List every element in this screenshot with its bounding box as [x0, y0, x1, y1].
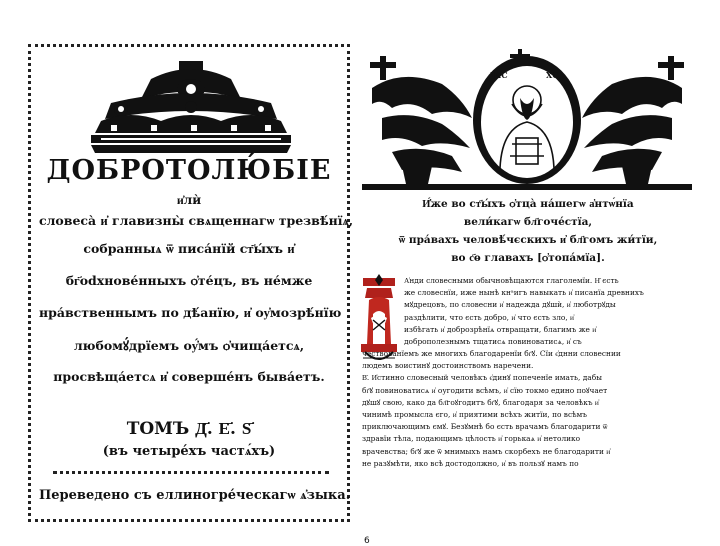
icon-label-left: ІИС: [490, 70, 508, 80]
title-page: [28, 44, 354, 522]
title-conjunction: и҆лѝ: [176, 193, 202, 207]
body-line: здравїи тѣла, подающимъ цѣлость и҆ горькаѧ и҆ нетолико: [362, 434, 581, 444]
body-line: не разꙋмѣти, яко всѣ достодолжно, и҆ въ пользꙋ намъ по: [362, 458, 579, 468]
subtitle-line: собранныѧ ѿ писа́нїй ст҃ы́хъ и҆: [83, 241, 295, 256]
subtitle-line: словеса̀ и҆ главизны̀ свѧщеннагѡ трезвѣ́нїѧ,: [39, 213, 354, 228]
body-line: дꙋшꙋ свою, како да бл҃гоꙋгодитъ бг҃ꙋ, благодаря за человѣкъ и҆: [362, 397, 599, 407]
body-line: доброполезнымъ тщатисѧ повиноватисѧ, и҆ съ: [404, 336, 582, 346]
translation-note: Переведено съ еллиногре́ческагѡ ѧ҆зыка.: [39, 488, 351, 503]
subtitle-line: бг҃odхнове́нныхъ ѻ҆те́цъ, въ не́мже: [65, 273, 313, 288]
body-line: избѣгать и҆ доброзрѣнїѧ отвращати, благимъ же и҆: [404, 324, 597, 334]
parts-label: (въ четырéхъ частѧ́хъ): [102, 444, 276, 459]
body-line: А҆нди словесными обычновѣщаются глаголемїи. Н҃ єсть: [404, 276, 619, 285]
subtitle-line: любомꙋ́дрїемъ оу҆́мъ ѻ҆чища́етсѧ,: [73, 338, 305, 353]
ornamental-headpiece: [91, 59, 291, 155]
chapter-title-line: во с҃ѳ главахъ [ѻ҆топа́мїа].: [451, 252, 605, 264]
volume-label: ТОМЪ Д҃. Е҃. Ѕ҃: [126, 419, 252, 439]
body-line: людемъ воистинꙋ достоинствомъ наречени.: [362, 361, 534, 371]
chapter-title-line: вели́кагѡ бл҃гоче́стїа,: [463, 216, 593, 228]
body-line: приключающимъ ємꙋ. Безꙋмнѣ бо єсть врачамъ благодарити ѿ: [362, 422, 608, 432]
body-line: чествованїемъ же многихъ благодаренїи бг҃ꙋ. Сїи є҆днни словеснии: [362, 349, 621, 358]
text-page: [356, 48, 700, 546]
body-line: бг҃ꙋ повиноватисѧ и҆ оугодити всѣмъ, и҆ сїю токмо едино поꙋчает: [362, 385, 608, 395]
body-text: [362, 348, 698, 470]
body-line: чинимѣ промысла єго, и҆ приятими всѣхъ житїи, по всѣмъ: [362, 409, 588, 419]
body-line: мꙋдрецовъ, по словесни и҆ надежда дꙋшѝ, и҆ люботрꙋды: [404, 300, 616, 310]
icon-label-right: ХС: [546, 70, 559, 80]
body-line: врачевства; бг҃ꙋ же ѿ мнимыхъ намъ скорбехъ не благодарити и҆: [362, 446, 611, 456]
book-title: ДОБРОТОЛЮ́БІЕ: [46, 155, 332, 186]
body-line: В҃. И҆стинно словесный человѣкъ є҆динꙋ попеченїе имать, дабы: [362, 373, 603, 383]
page-number: 6: [364, 536, 370, 546]
body-line: раздѣлити, что єсть добро, и҆ что єсть зло, и҆: [404, 312, 574, 322]
chapter-title-line: И҆́же во ст҃ы́хъ ѻ҆тца̀ на́шегѡ а҆нтѡ́нїа: [422, 198, 634, 210]
icon-headpiece: [362, 48, 692, 192]
subtitle-line: просвѣща́етсѧ и҆ соверше́нъ быва́етъ.: [53, 369, 325, 384]
star-divider: [53, 471, 329, 474]
chapter-title-line: ѿ пра́вахъ человѣ́чєскихъ и҆ бл҃гомъ жи́тїи,: [398, 234, 658, 246]
body-text-indented: [404, 275, 698, 348]
subtitle-line: нра́вственнымъ по дѣ́анїю, и҆ оу҆мозрѣ́нїю: [39, 305, 342, 320]
body-line: же словеснїи, иже нынѣ кнᵃигъ навыкать и҆ писанїа древнихъ: [404, 288, 644, 298]
